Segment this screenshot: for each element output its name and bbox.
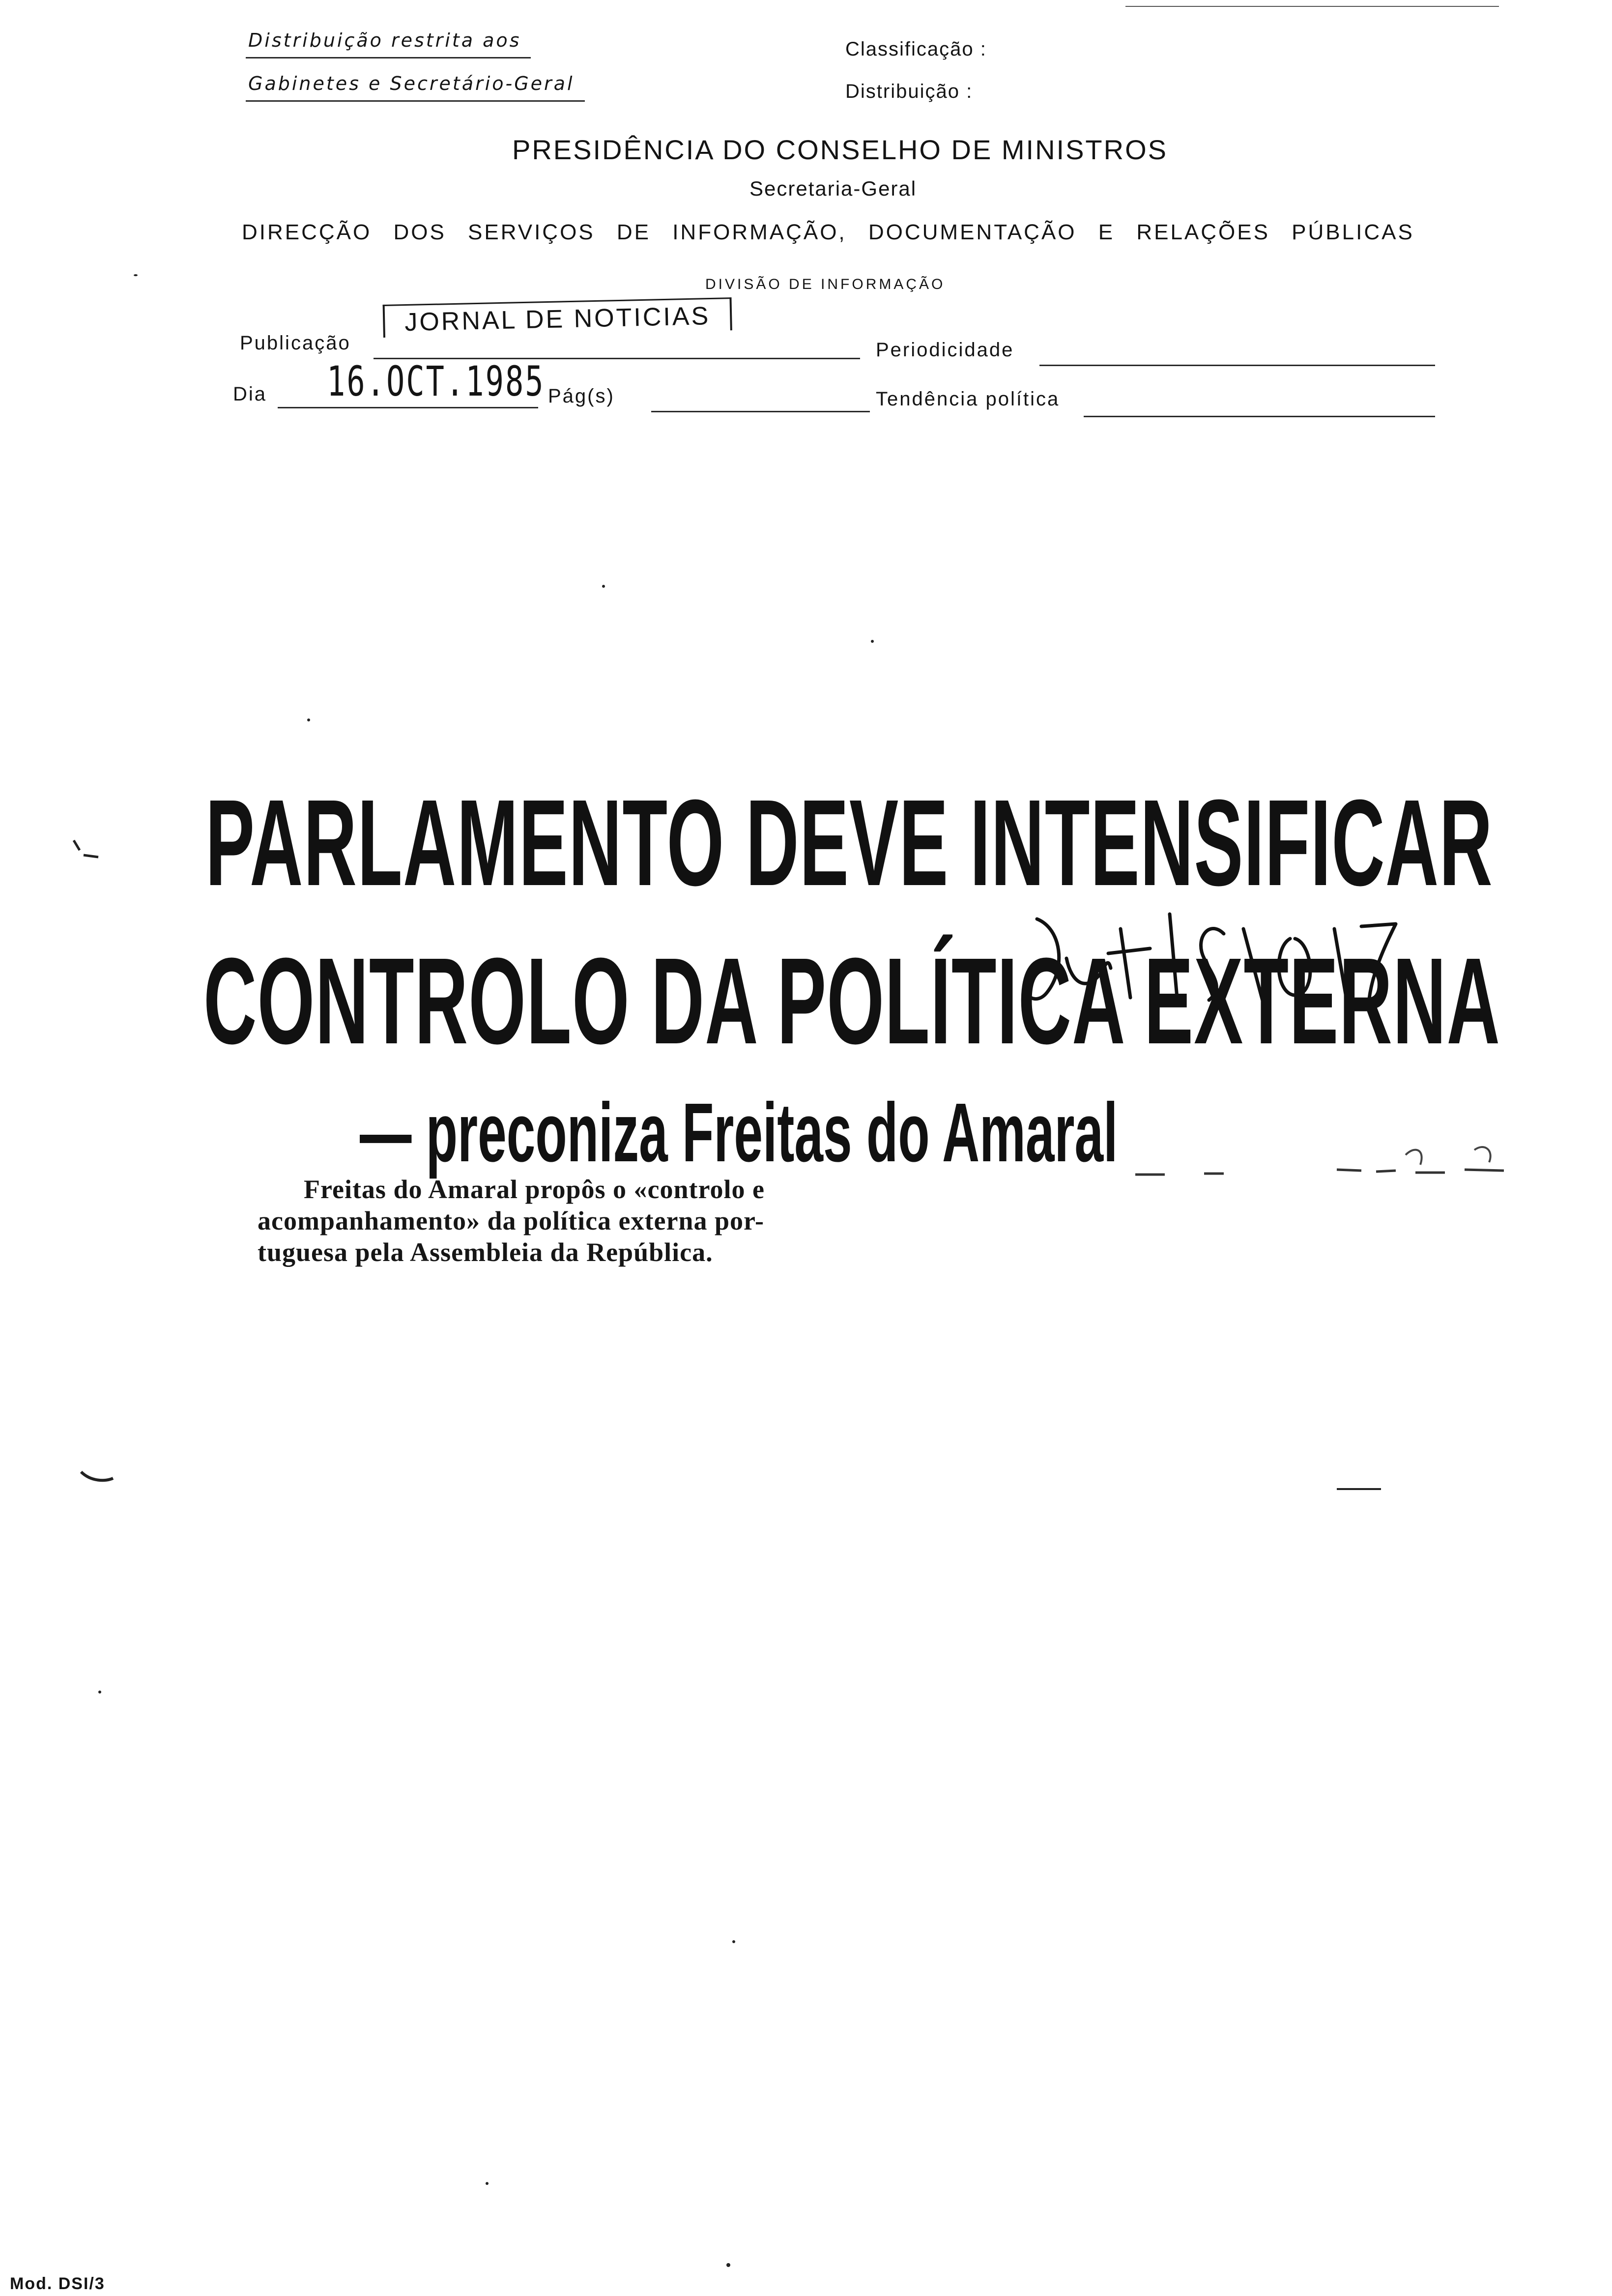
margin-mark-left xyxy=(69,835,108,865)
distribution-note-line2: Gabinetes e Secretário-Geral xyxy=(248,73,575,94)
scan-speck xyxy=(98,1691,101,1693)
header-division: DIVISÃO DE INFORMAÇÃO xyxy=(705,276,946,292)
dia-rule xyxy=(278,407,538,408)
lead-line3: tuguesa pela Assembleia da República. xyxy=(258,1237,713,1267)
tendencia-label: Tendência política xyxy=(876,388,1060,410)
scan-speck xyxy=(602,585,605,588)
headline-line2: CONTROLO DA POLÍTICA EXTERNA xyxy=(203,932,1501,1069)
scan-speck xyxy=(1337,1488,1381,1490)
periodicidade-rule xyxy=(1039,365,1435,366)
scan-speck xyxy=(732,1940,735,1943)
scan-speck xyxy=(307,718,310,721)
pags-rule xyxy=(651,411,870,412)
scan-speck xyxy=(486,2182,489,2185)
distribution-note-rule2 xyxy=(246,100,585,102)
publicacao-stamp: JORNAL DE NOTICIAS xyxy=(383,297,732,338)
distribution-note-rule1 xyxy=(246,57,531,58)
subhead: — preconiza Freitas do Amaral xyxy=(360,1086,1118,1179)
publicacao-label: Publicação xyxy=(240,332,351,354)
classificacao-label: Classificação : xyxy=(845,38,987,60)
header-title: PRESIDÊNCIA DO CONSELHO DE MINISTROS xyxy=(512,134,1168,165)
distribution-note-line1: Distribuição restrita aos xyxy=(248,29,521,51)
lead-line2: acompanhamento» da política externa por- xyxy=(258,1206,764,1235)
margin-mark-curve xyxy=(79,1464,118,1489)
distribuicao-label: Distribuição : xyxy=(845,81,973,102)
scan-speck xyxy=(726,2263,730,2267)
handwritten-annotation xyxy=(1008,899,1401,1027)
scan-noise-right xyxy=(1130,1135,1524,1184)
headline-line1: PARLAMENTO DEVE INTENSIFICAR xyxy=(205,774,1493,911)
scan-speck xyxy=(134,274,138,276)
tendencia-rule xyxy=(1084,416,1435,417)
scan-speck xyxy=(871,640,874,643)
periodicidade-label: Periodicidade xyxy=(876,339,1014,361)
header-department: DIRECÇÃO DOS SERVIÇOS DE INFORMAÇÃO, DOCUMENTAÇÃO E RELAÇÕES PÚBLICAS xyxy=(242,220,1414,244)
lead-line1: Freitas do Amaral propôs o «controlo e xyxy=(304,1175,765,1204)
dia-date-stamp: 16.OCT.1985 xyxy=(327,357,545,405)
form-code: Mod. DSI/3 xyxy=(10,2274,105,2293)
header-secretariat: Secretaria-Geral xyxy=(749,177,917,200)
top-dashed-rule xyxy=(1125,6,1499,7)
dia-label: Dia xyxy=(233,383,267,405)
pags-label: Pág(s) xyxy=(548,385,615,407)
